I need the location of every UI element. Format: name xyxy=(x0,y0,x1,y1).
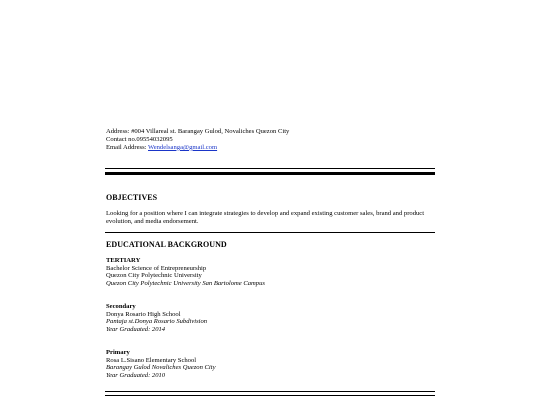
education-entry-secondary xyxy=(106,303,207,333)
email-line xyxy=(106,144,289,152)
header-divider-thin xyxy=(105,168,435,169)
contact-info xyxy=(106,128,289,152)
education-location: Barangay Gulod Novaliches Quezon City xyxy=(106,364,216,372)
education-school: Quezon City Polytechnic University xyxy=(106,272,202,280)
header-divider-thick xyxy=(105,172,435,175)
contact-number-line: Contact no.09554032095 xyxy=(106,135,173,143)
objectives-heading: OBJECTIVES xyxy=(106,193,158,202)
education-location: Pantaja st.Donya Rosario Subdivision xyxy=(106,318,208,326)
education-school: Donya Rosario High School xyxy=(106,310,181,318)
education-graduated: Year Graduated: 2010 xyxy=(106,371,166,379)
education-level: Primary xyxy=(106,349,130,356)
education-level: TERTIARY xyxy=(106,257,141,264)
email-link[interactable]: Wendelsanga@gmail.com xyxy=(148,143,218,151)
education-entry-primary xyxy=(106,349,216,379)
education-location: Quezon City Polytechnic University San Bartolome Campus xyxy=(106,279,265,287)
objectives-text: Looking for a position where I can integrate strategies to develop and expand existing customer sales, brand and product evolution, and media endorsement. xyxy=(106,210,425,225)
section-divider xyxy=(105,232,435,233)
email-label: Email Address: xyxy=(106,143,149,151)
education-school: Rosa L.Sisano Elementary School xyxy=(106,356,197,364)
education-heading: EDUCATIONAL BACKGROUND xyxy=(106,240,227,249)
education-entry-tertiary xyxy=(106,257,265,287)
education-level: Secondary xyxy=(106,303,136,310)
footer-divider-2 xyxy=(105,395,435,396)
footer-divider-1 xyxy=(105,391,435,392)
education-course: Bachelor Science of Entrepreneurship xyxy=(106,264,207,272)
address-line: Address: #004 Villareal st. Barangay Gulod, Novaliches Quezon City xyxy=(106,128,290,135)
education-graduated: Year Graduated: 2014 xyxy=(106,325,166,333)
